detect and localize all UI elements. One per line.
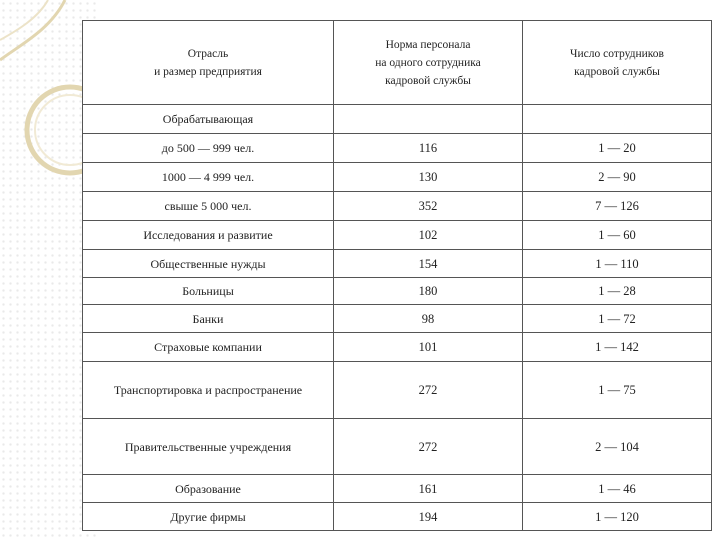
table-row: Обрабатывающая <box>83 105 712 134</box>
table-row: 1000 — 4 999 чел. 130 2 — 90 <box>83 163 712 192</box>
header-industry: Отрасль и размер предприятия <box>83 21 334 105</box>
table-row: Правительственные учреждения 272 2 — 104 <box>83 419 712 475</box>
staffing-norms-table <box>82 20 712 531</box>
table-row: Образование 161 1 — 46 <box>83 475 712 503</box>
table-row: Транспортировка и распространение 272 1 — 75 <box>83 362 712 419</box>
table-row: Страховые компании 101 1 — 142 <box>83 333 712 362</box>
table-row: свыше 5 000 чел. 352 7 — 126 <box>83 192 712 221</box>
header-count: Число сотрудников кадровой службы <box>523 21 712 105</box>
table-row: Другие фирмы 194 1 — 120 <box>83 503 712 531</box>
table-row: Общественные нужды 154 1 — 110 <box>83 250 712 278</box>
table-row: Банки 98 1 — 72 <box>83 305 712 333</box>
table-row: Исследования и развитие 102 1 — 60 <box>83 221 712 250</box>
table-row: до 500 — 999 чел. 116 1 — 20 <box>83 134 712 163</box>
header-norm: Норма персонала на одного сотрудника кадровой службы <box>334 21 523 105</box>
table-row: Больницы 180 1 — 28 <box>83 278 712 305</box>
table-header-row <box>83 21 712 105</box>
